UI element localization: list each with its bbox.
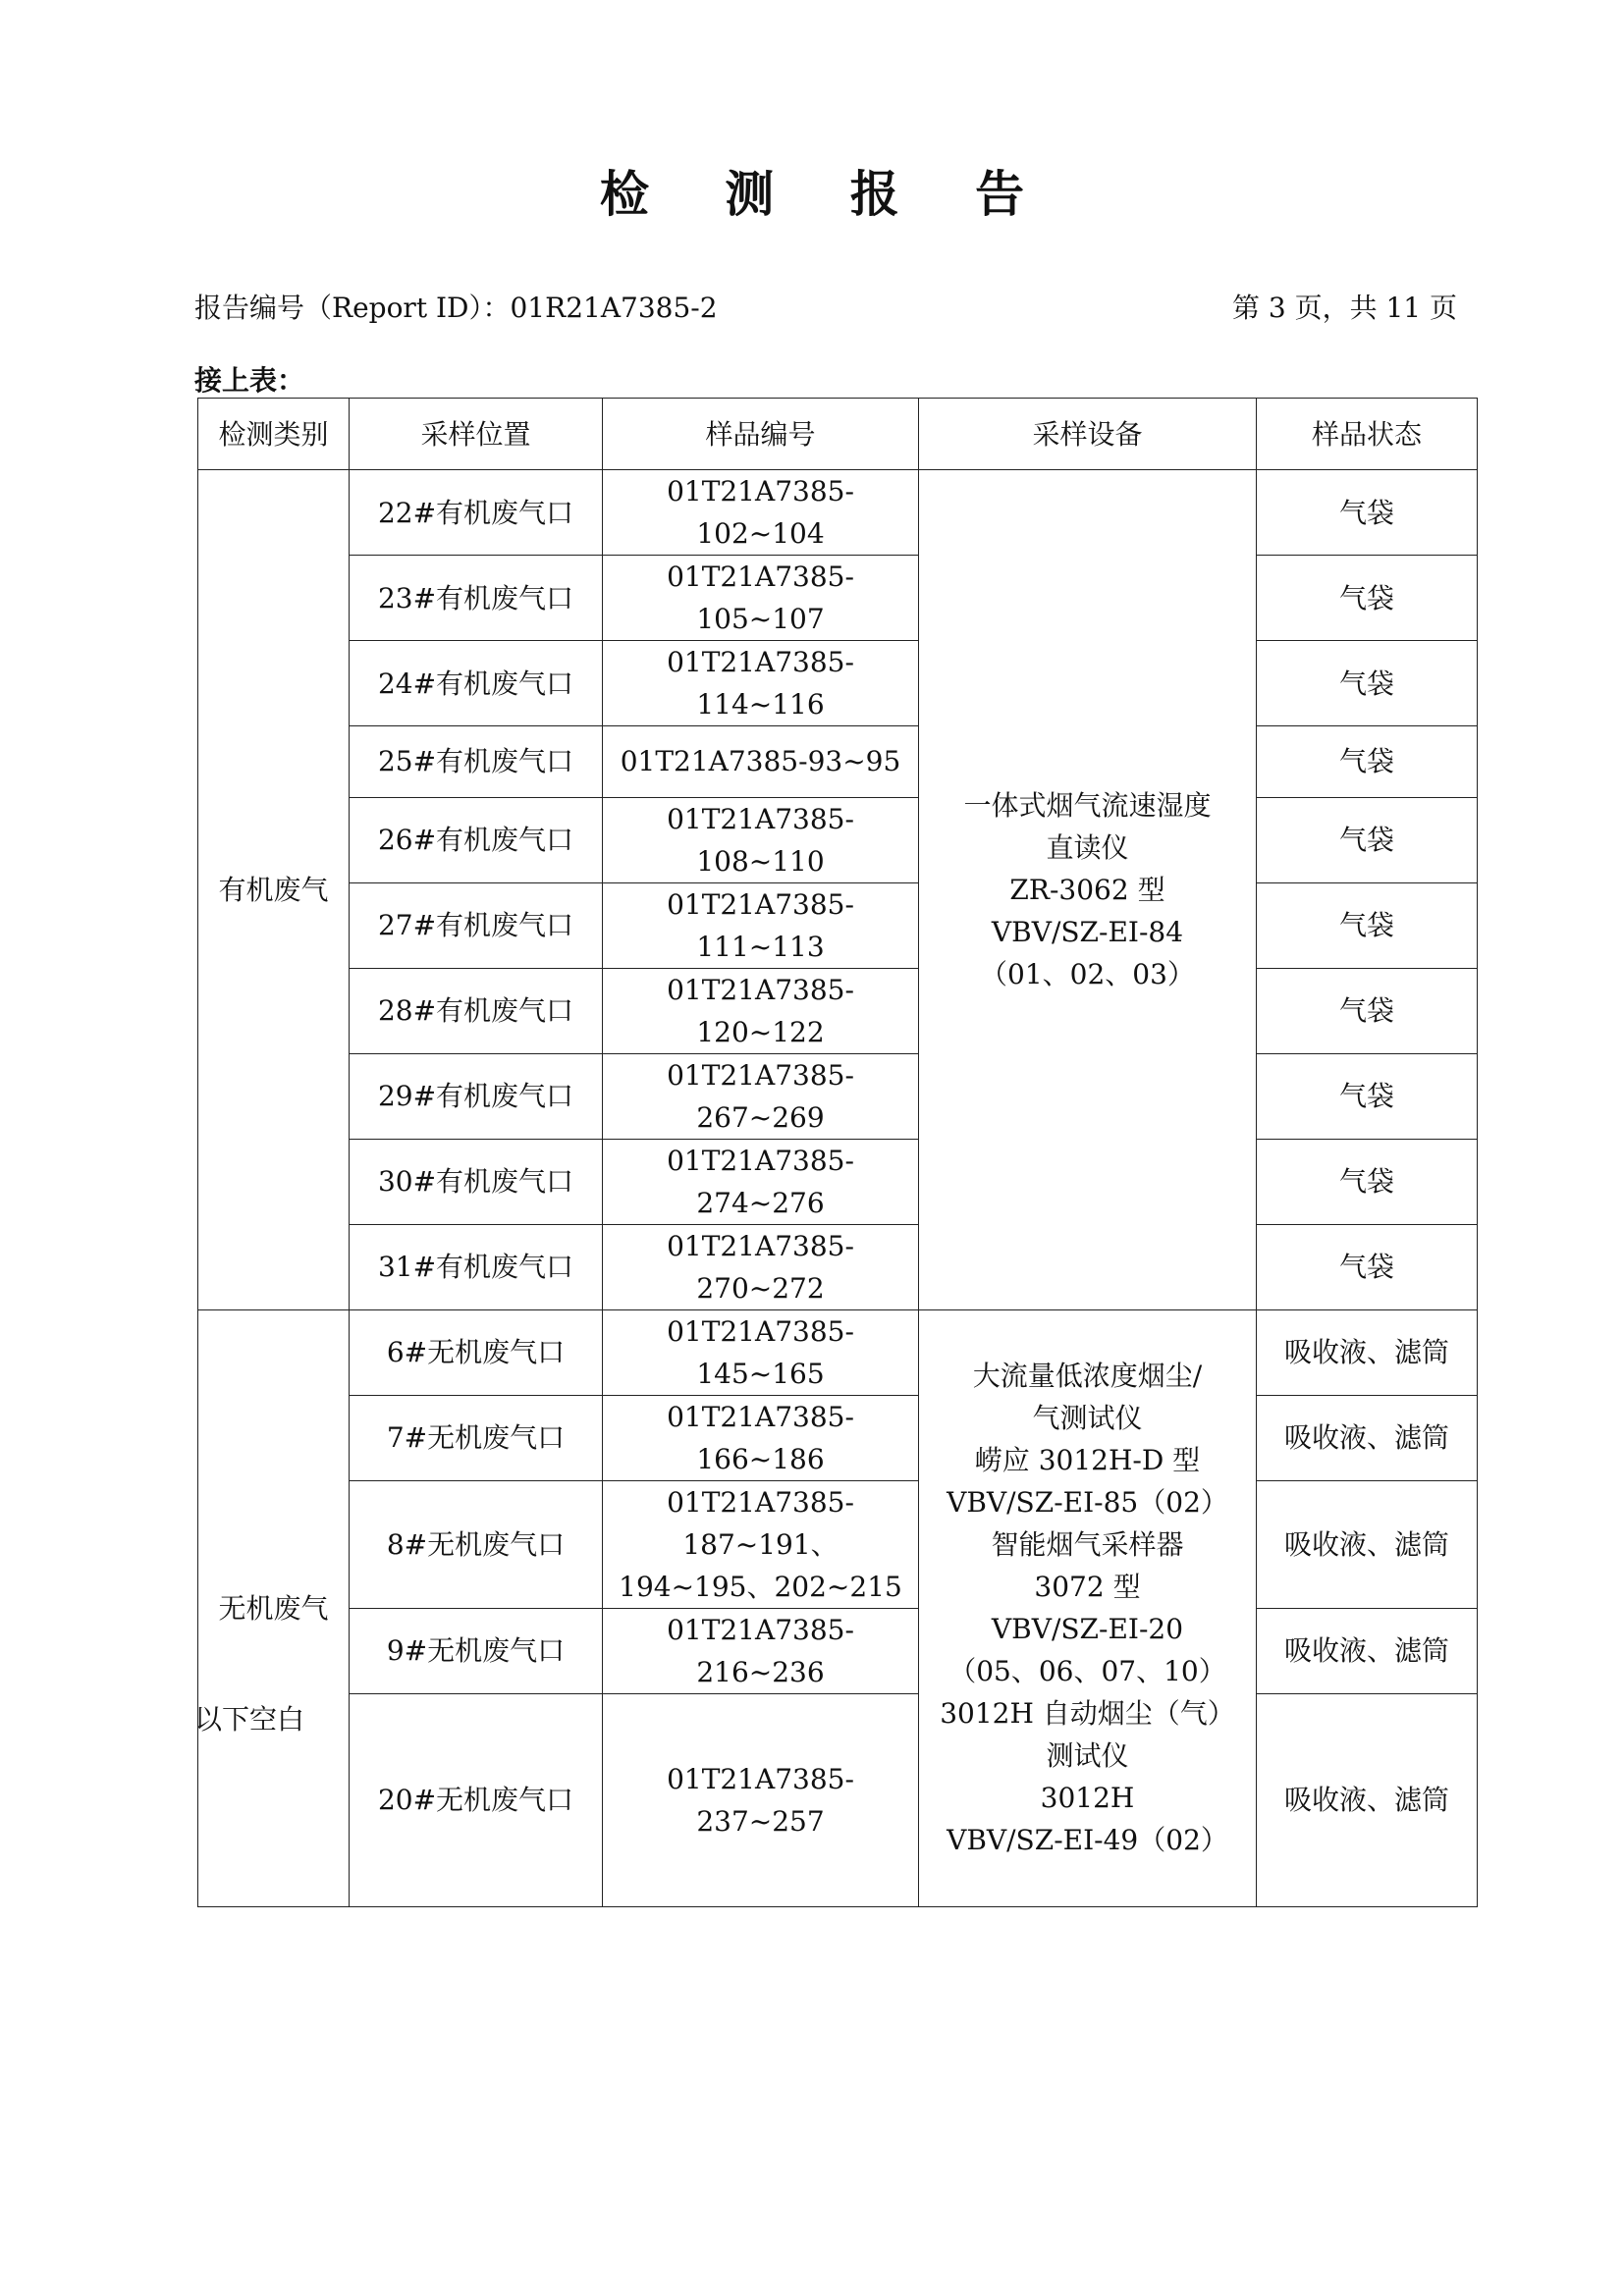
sample-id-line: 194~195、202~215 (619, 1570, 902, 1603)
equipment-line: VBV/SZ-EI-85（02） (947, 1486, 1228, 1519)
location-cell: 20#无机废气口 (350, 1693, 603, 1906)
status-cell: 气袋 (1257, 556, 1478, 641)
table-row (198, 726, 1478, 798)
continued-label: 接上表： (194, 364, 305, 397)
equipment-line: 一体式烟气流速湿度 (963, 788, 1212, 822)
table-row (198, 556, 1478, 641)
header-equipment: 采样设备 (919, 399, 1257, 470)
table-row (198, 470, 1478, 556)
sample-id-cell: 01T21A7385-120~122 (603, 968, 919, 1053)
location-cell: 23#有机废气口 (350, 556, 603, 641)
equipment-line: （01、02、03） (980, 957, 1195, 990)
location-cell: 6#无机废气口 (350, 1309, 603, 1395)
table-row (198, 641, 1478, 726)
page-info: 第 3 页，共 11 页 (1231, 292, 1457, 324)
table-row (198, 1224, 1478, 1309)
status-cell: 气袋 (1257, 470, 1478, 556)
sample-id-cell (603, 1480, 919, 1608)
table-row (198, 968, 1478, 1053)
status-cell: 气袋 (1257, 1139, 1478, 1224)
status-cell: 气袋 (1257, 882, 1478, 968)
location-cell: 31#有机废气口 (350, 1224, 603, 1309)
report-id: 报告编号（Report ID）：01R21A7385-2 (194, 292, 718, 324)
status-cell: 吸收液、滤筒 (1257, 1309, 1478, 1395)
equipment-line: 测试仪 (1046, 1739, 1129, 1772)
sampling-table (197, 398, 1478, 1907)
status-cell: 气袋 (1257, 968, 1478, 1053)
status-cell: 气袋 (1257, 641, 1478, 726)
equipment-line: ZR-3062 型 (1009, 873, 1165, 906)
sample-id-cell: 01T21A7385-114~116 (603, 641, 919, 726)
location-cell: 29#有机废气口 (350, 1053, 603, 1139)
sample-id-cell: 01T21A7385-111~113 (603, 882, 919, 968)
equipment-line: 智能烟气采样器 (991, 1528, 1184, 1561)
equipment-line: VBV/SZ-EI-20 (991, 1613, 1184, 1645)
equipment-line: 3012H 自动烟尘（气） (940, 1697, 1235, 1730)
table-row (198, 1480, 1478, 1608)
sample-id-cell: 01T21A7385-93~95 (603, 726, 919, 798)
status-cell: 气袋 (1257, 797, 1478, 882)
equipment-line: VBV/SZ-EI-84 (991, 915, 1184, 948)
location-cell: 8#无机废气口 (350, 1480, 603, 1608)
sample-id-cell: 01T21A7385-237~257 (603, 1693, 919, 1906)
table-row (198, 1053, 1478, 1139)
report-title: 检 测 报 告 (599, 165, 1055, 223)
sample-id-cell: 01T21A7385-105~107 (603, 556, 919, 641)
table-row (198, 1608, 1478, 1693)
sample-id-cell: 01T21A7385-108~110 (603, 797, 919, 882)
equipment-line: 气测试仪 (1032, 1402, 1143, 1434)
equipment-cell (919, 470, 1257, 1310)
equipment-cell (919, 1309, 1257, 1906)
sample-id-cell: 01T21A7385-102~104 (603, 470, 919, 556)
equipment-line: VBV/SZ-EI-49（02） (947, 1824, 1228, 1856)
status-cell: 吸收液、滤筒 (1257, 1395, 1478, 1480)
table-row (198, 882, 1478, 968)
location-cell: 24#有机废气口 (350, 641, 603, 726)
status-cell: 吸收液、滤筒 (1257, 1608, 1478, 1693)
location-cell: 27#有机废气口 (350, 882, 603, 968)
sample-id-cell: 01T21A7385-166~186 (603, 1395, 919, 1480)
status-cell: 气袋 (1257, 726, 1478, 798)
sample-id-cell: 01T21A7385-145~165 (603, 1309, 919, 1395)
category-cell: 无机废气 (198, 1309, 350, 1906)
status-cell: 气袋 (1257, 1224, 1478, 1309)
sample-id-cell: 01T21A7385-270~272 (603, 1224, 919, 1309)
location-cell: 26#有机废气口 (350, 797, 603, 882)
sample-id-cell: 01T21A7385-216~236 (603, 1608, 919, 1693)
equipment-line: 直读仪 (1046, 830, 1129, 864)
table-row (198, 1693, 1478, 1906)
sample-id-cell: 01T21A7385-267~269 (603, 1053, 919, 1139)
status-cell: 吸收液、滤筒 (1257, 1480, 1478, 1608)
category-cell: 有机废气 (198, 470, 350, 1310)
location-cell: 22#有机废气口 (350, 470, 603, 556)
header-category: 检测类别 (198, 399, 350, 470)
equipment-line: 3012H (1040, 1782, 1135, 1814)
header-location: 采样位置 (350, 399, 603, 470)
sample-id-line: 01T21A7385-187~191、 (667, 1485, 854, 1561)
location-cell: 9#无机废气口 (350, 1608, 603, 1693)
location-cell: 25#有机废气口 (350, 726, 603, 798)
status-cell: 吸收液、滤筒 (1257, 1693, 1478, 1906)
table-row (198, 797, 1478, 882)
status-cell: 气袋 (1257, 1053, 1478, 1139)
equipment-line: 崂应 3012H-D 型 (974, 1444, 1201, 1476)
table-row (198, 1395, 1478, 1480)
sample-id-cell: 01T21A7385-274~276 (603, 1139, 919, 1224)
table-row (198, 1309, 1478, 1395)
header-sample-id: 样品编号 (603, 399, 919, 470)
equipment-line: （05、06、07、10） (948, 1655, 1226, 1687)
location-cell: 28#有机废气口 (350, 968, 603, 1053)
blank-below-note: 以下空白 (194, 1703, 305, 1735)
location-cell: 30#有机废气口 (350, 1139, 603, 1224)
equipment-line: 3072 型 (1034, 1571, 1141, 1603)
table-row (198, 1139, 1478, 1224)
equipment-line: 大流量低浓度烟尘/ (972, 1360, 1203, 1392)
location-cell: 7#无机废气口 (350, 1395, 603, 1480)
header-status: 样品状态 (1257, 399, 1478, 470)
